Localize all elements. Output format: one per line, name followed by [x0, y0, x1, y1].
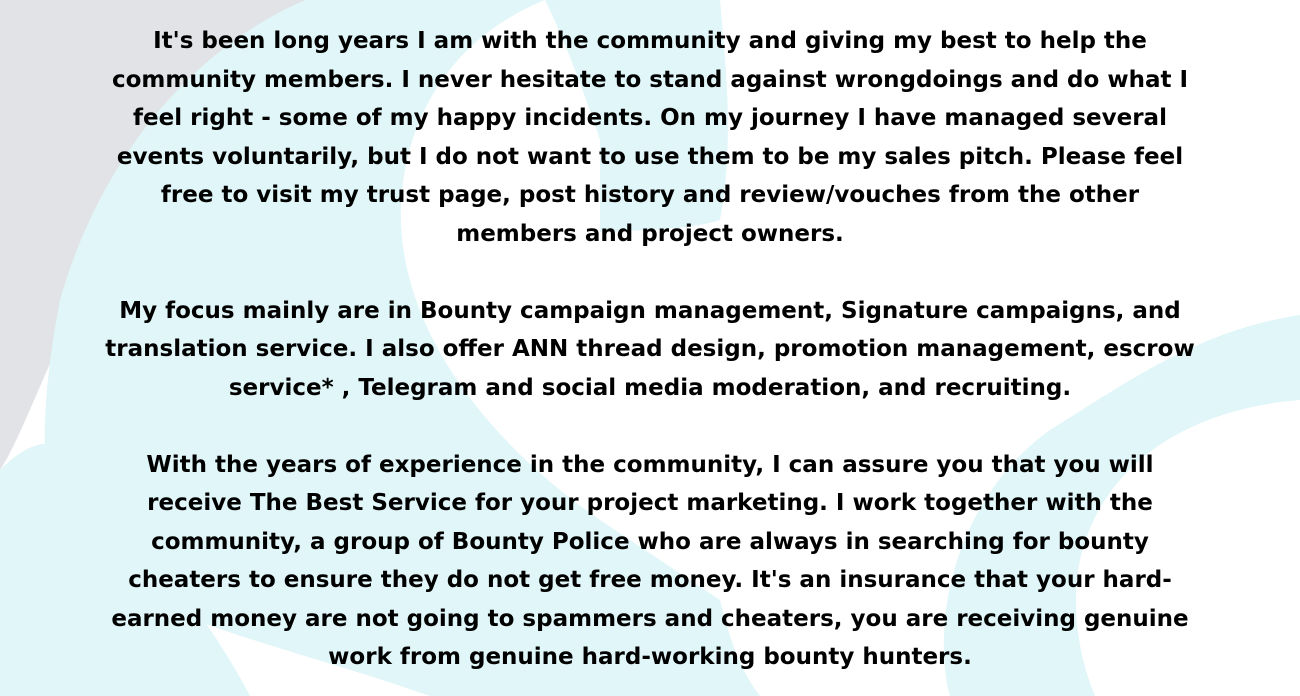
text-line: My focus mainly are in Bounty campaign management, Signature campaigns, and	[119, 297, 1181, 324]
text-line: members and project owners.	[456, 220, 844, 247]
focus-paragraph	[60, 292, 1240, 408]
text-line: cheaters to ensure they do not get free money. It's an insurance that your hard-	[128, 567, 1172, 593]
experience-paragraph	[60, 446, 1240, 677]
text-line: community, a group of Bounty Police who are always in searching for bounty	[151, 528, 1149, 555]
main-text-block	[60, 22, 1240, 677]
text-line: community members. I never hesitate to stand against wrongdoings and do what I	[111, 66, 1189, 93]
text-line: It's been long years I am with the community and giving my best to help the	[153, 28, 1147, 54]
intro-paragraph	[60, 22, 1240, 253]
text-line: earned money are not going to spammers and cheaters, you are receiving genuine	[111, 605, 1189, 632]
text-line: free to visit my trust page, post history and review/vouches from the other	[160, 182, 1140, 208]
text-line: translation service. I also offer ANN thread design, promotion management, escrow	[105, 336, 1195, 362]
text-line: service* , Telegram and social media moderation, and recruiting.	[228, 374, 1072, 401]
text-line: With the years of experience in the community, I can assure you that you will	[146, 451, 1154, 478]
text-line: feel right - some of my happy incidents. On my journey I have managed several	[133, 105, 1167, 131]
text-line: receive The Best Service for your project marketing. I work together with the	[147, 490, 1153, 516]
text-line: work from genuine hard-working bounty hunters.	[328, 644, 972, 670]
text-line: events voluntarily, but I do not want to use them to be my sales pitch. Please feel	[116, 143, 1184, 170]
